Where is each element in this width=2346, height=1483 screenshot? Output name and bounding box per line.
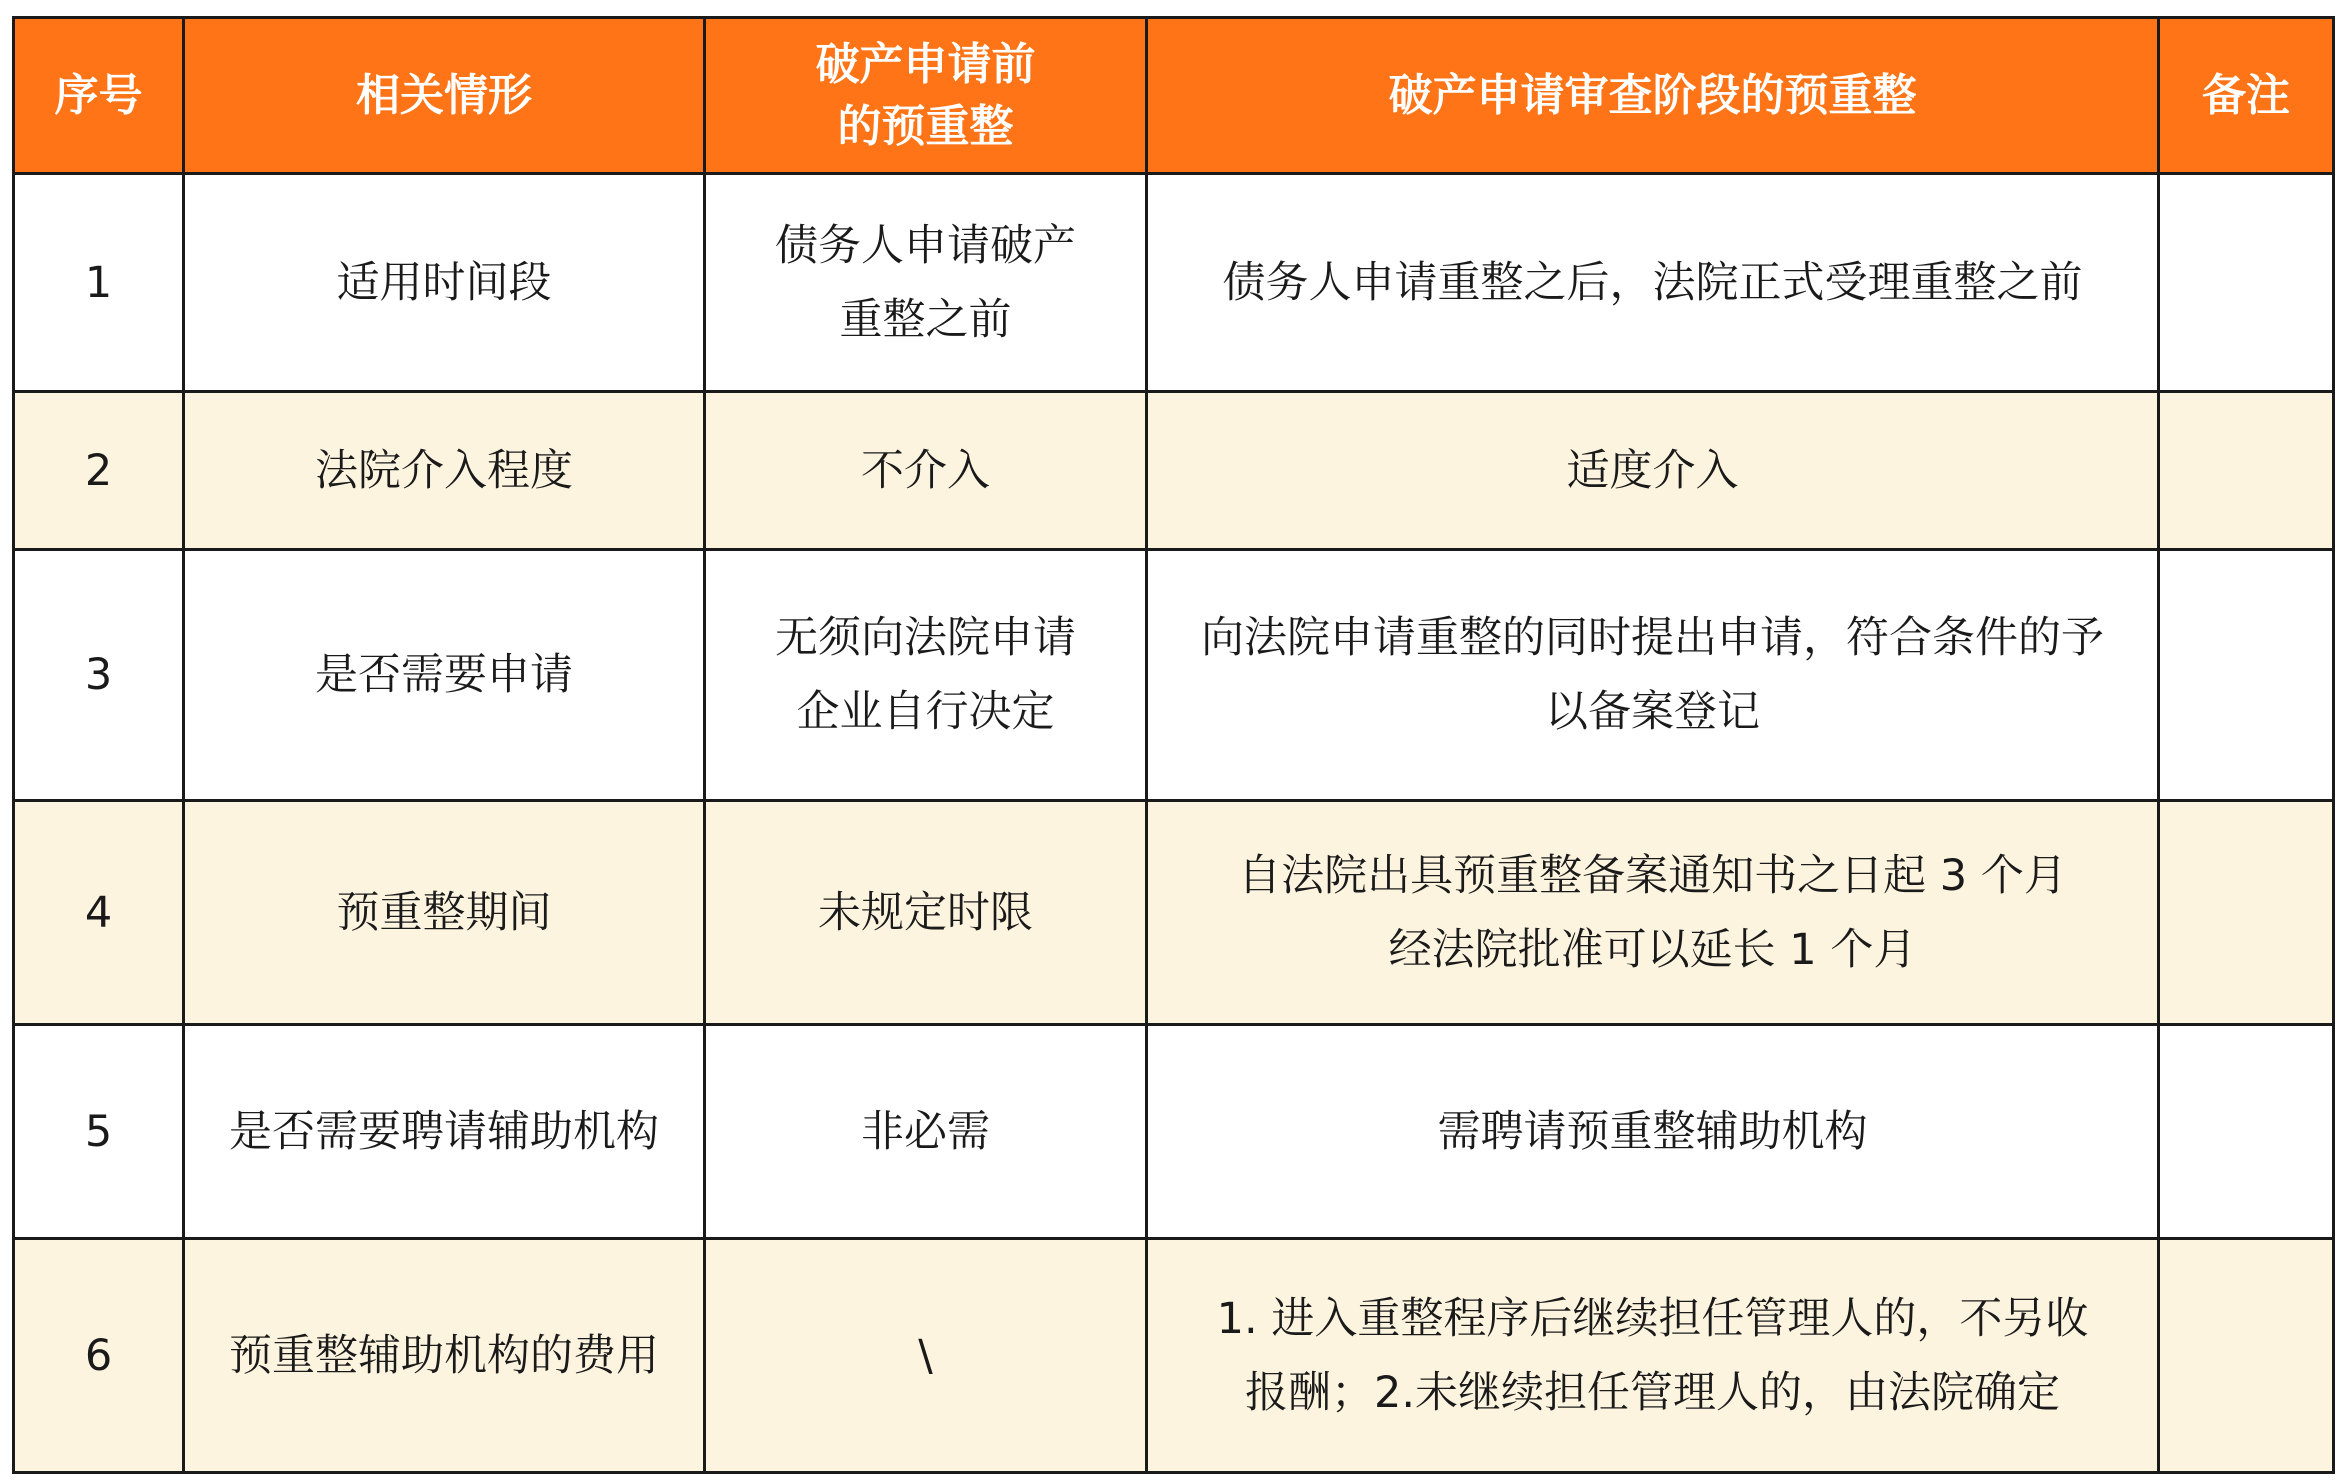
row-situation: 是否需要申请	[184, 550, 705, 801]
table-row	[14, 174, 2334, 392]
row-situation: 法院介入程度	[184, 392, 705, 550]
row-pre-application: 不介入	[705, 392, 1147, 550]
row-remark	[2159, 1239, 2334, 1473]
row-remark	[2159, 550, 2334, 801]
header-situation: 相关情形	[184, 18, 705, 174]
row-situation: 适用时间段	[184, 174, 705, 392]
table-row	[14, 550, 2334, 801]
row-remark	[2159, 801, 2334, 1025]
row-remark	[2159, 392, 2334, 550]
table-row	[14, 1025, 2334, 1239]
row-pre-application: 无须向法院申请 企业自行决定	[705, 550, 1147, 801]
table-row	[14, 392, 2334, 550]
row-pre-application: 未规定时限	[705, 801, 1147, 1025]
row-pre-application: 债务人申请破产 重整之前	[705, 174, 1147, 392]
header-remark: 备注	[2159, 18, 2334, 174]
row-index: 6	[14, 1239, 184, 1473]
row-situation: 是否需要聘请辅助机构	[184, 1025, 705, 1239]
table-row	[14, 1239, 2334, 1473]
header-row	[14, 18, 2334, 174]
row-review-stage: 向法院申请重整的同时提出申请，符合条件的予 以备案登记	[1147, 550, 2159, 801]
row-index: 3	[14, 550, 184, 801]
header-pre-application: 破产申请前 的预重整	[705, 18, 1147, 174]
header-review-stage: 破产申请审查阶段的预重整	[1147, 18, 2159, 174]
header-index: 序号	[14, 18, 184, 174]
row-review-stage: 自法院出具预重整备案通知书之日起 3 个月 经法院批准可以延长 1 个月	[1147, 801, 2159, 1025]
row-remark	[2159, 1025, 2334, 1239]
row-pre-application: \	[705, 1239, 1147, 1473]
table-row	[14, 801, 2334, 1025]
row-index: 5	[14, 1025, 184, 1239]
row-review-stage: 需聘请预重整辅助机构	[1147, 1025, 2159, 1239]
row-index: 1	[14, 174, 184, 392]
row-situation: 预重整辅助机构的费用	[184, 1239, 705, 1473]
row-review-stage: 债务人申请重整之后，法院正式受理重整之前	[1147, 174, 2159, 392]
row-situation: 预重整期间	[184, 801, 705, 1025]
row-remark	[2159, 174, 2334, 392]
comparison-table	[12, 16, 2335, 1474]
row-index: 2	[14, 392, 184, 550]
row-review-stage: 1. 进入重整程序后继续担任管理人的，不另收 报酬；2.未继续担任管理人的，由法院确定	[1147, 1239, 2159, 1473]
row-pre-application: 非必需	[705, 1025, 1147, 1239]
row-review-stage: 适度介入	[1147, 392, 2159, 550]
row-index: 4	[14, 801, 184, 1025]
